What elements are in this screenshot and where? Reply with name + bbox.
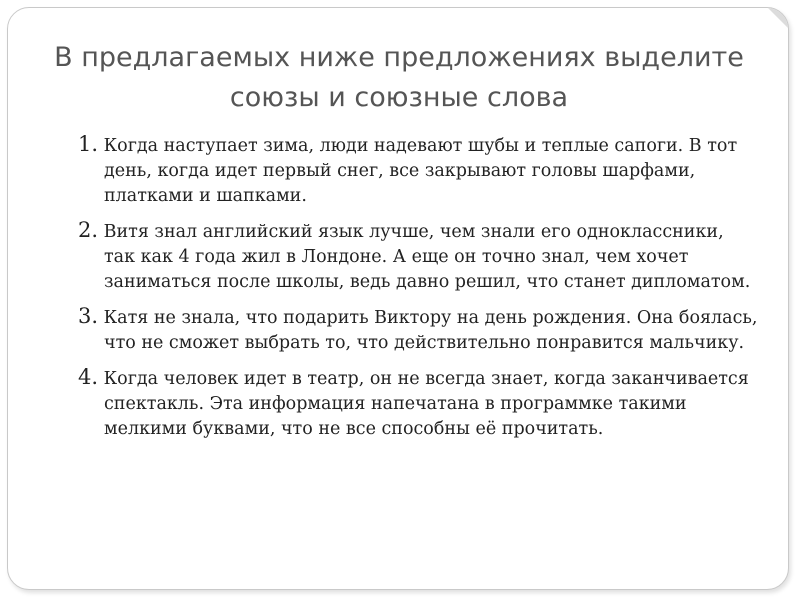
exercise-item-3 [78, 304, 758, 356]
exercise-text: Витя знал английский язык лучше, чем знали его одноклассники, так как 4 года жил в Лондоне. А еще он точно знал, чем хочет заниматься после школы, ведь давно решил, что станет дипломатом. [98, 222, 751, 292]
corner-fold [768, 8, 788, 28]
exercise-text: Когда наступает зима, люди надевают шубы и теплые сапоги. В тот день, когда идет первый снег, все закрывают головы шарфами, платками и шапками. [98, 136, 738, 206]
exercise-number: 4. [78, 365, 99, 389]
exercise-text: Катя не знала, что подарить Виктору на день рождения. Она боялась, что не сможет выбрать то, что действительно понравится мальчику. [98, 308, 758, 353]
slide-title: В предлагаемых ниже предложениях выделите союзы и союзные слова [54, 42, 744, 113]
exercise-item-2 [78, 218, 758, 295]
exercise-number: 2. [78, 218, 99, 242]
slide [7, 7, 789, 590]
exercise-text: Когда человек идет в театр, он не всегда знает, когда заканчивается спектакль. Эта информация напечатана в программке такими мелкими буквами, что не все способны её прочитать. [98, 369, 749, 439]
exercise-item-4 [78, 365, 758, 442]
exercise-list [78, 132, 758, 451]
exercise-number: 1. [78, 132, 99, 156]
exercise-number: 3. [78, 304, 99, 328]
exercise-item-1 [78, 132, 758, 209]
